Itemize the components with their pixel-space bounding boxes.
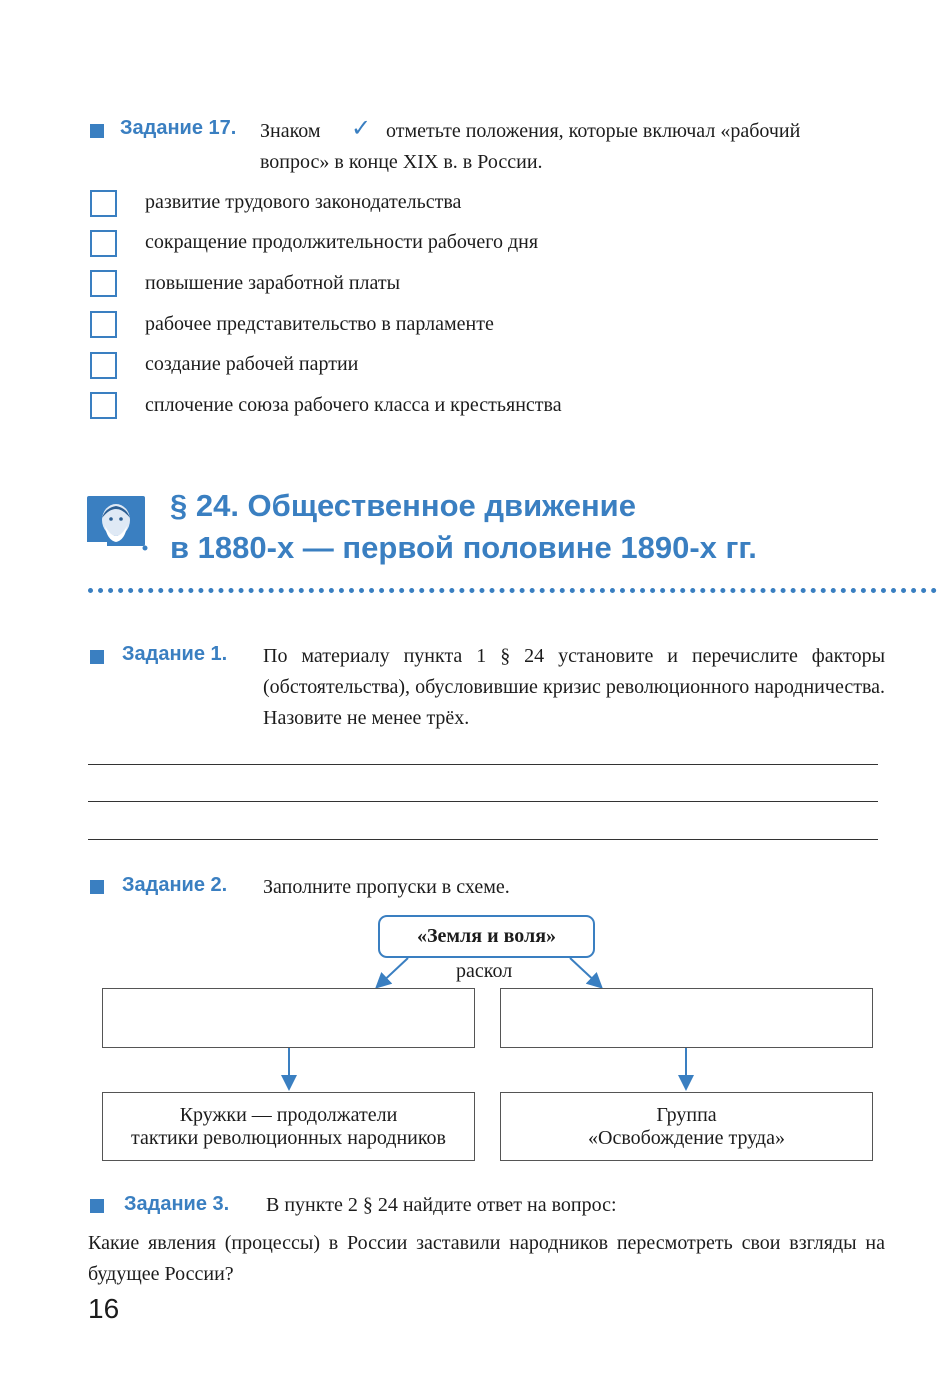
page-number: 16	[88, 1293, 120, 1324]
scheme-split-label: раскол	[456, 960, 513, 982]
task3-question: Какие явления (процессы) в России заставили народников пересмотреть свои взгляды на будущее России?	[88, 1232, 885, 1285]
answer-line[interactable]	[88, 764, 878, 765]
scheme-left-bottom-line2: тактики революционных народников	[131, 1126, 446, 1149]
option-label: сплочение союза рабочего класса и крестьянства	[145, 394, 562, 416]
task17-text-after: отметьте положения, которые включал «рабочий	[386, 120, 801, 142]
answer-line[interactable]	[88, 801, 878, 802]
option-checkbox[interactable]	[90, 270, 117, 297]
split-arrow-right	[570, 958, 600, 986]
portrait-icon	[87, 496, 149, 554]
scheme-left-blank[interactable]	[102, 988, 475, 1048]
option-checkbox[interactable]	[90, 190, 117, 217]
answer-line[interactable]	[88, 839, 878, 840]
task2-text: Заполните пропуски в схеме.	[263, 876, 510, 898]
task3-text: В пункте 2 § 24 найдите ответ на вопрос:	[266, 1194, 617, 1216]
scheme-right-bottom-line1: Группа	[656, 1103, 717, 1126]
task1-text: По материалу пункта 1 § 24 установите и перечислите факторы (обстоятельства), обусловившие кризис революционного народничества. Назовите не менее трёх.	[263, 645, 885, 729]
task1-label: Задание 1.	[122, 643, 228, 665]
scheme-right-bottom	[500, 1092, 873, 1161]
option-label: развитие трудового законодательства	[145, 191, 462, 213]
scheme-right-blank[interactable]	[500, 988, 873, 1048]
option-label: рабочее представительство в парламенте	[145, 313, 494, 335]
task17-text-line2: вопрос» в конце XIX в. в России.	[260, 151, 543, 173]
task17-label: Задание 17.	[120, 117, 237, 139]
task3-marker	[90, 1199, 104, 1213]
task3-label: Задание 3.	[124, 1193, 230, 1215]
option-label: повышение заработной платы	[145, 272, 401, 294]
section-title-line1: § 24. Общественное движение	[170, 488, 636, 523]
task17-text-before: Знаком	[260, 120, 321, 142]
option-label: сокращение продолжительности рабочего дня	[145, 231, 539, 253]
scheme-left-bottom	[102, 1092, 475, 1161]
task1-marker	[90, 650, 104, 664]
task2-label: Задание 2.	[122, 874, 228, 896]
checkmark-icon: ✓	[351, 114, 372, 142]
section-divider	[88, 588, 937, 593]
option-checkbox[interactable]	[90, 352, 117, 379]
option-checkbox[interactable]	[90, 392, 117, 419]
option-label: создание рабочей партии	[145, 353, 359, 375]
section-title-line2: в 1880-х — первой половине 1890-х гг.	[170, 530, 757, 565]
task2-marker	[90, 880, 104, 894]
scheme-right-bottom-line2: «Освобождение труда»	[588, 1126, 785, 1149]
task17-marker	[90, 124, 104, 138]
scheme-top-box: «Земля и воля»	[378, 915, 595, 958]
split-arrow-left	[378, 958, 408, 986]
option-checkbox[interactable]	[90, 311, 117, 338]
scheme-left-bottom-line1: Кружки — продолжатели	[179, 1103, 398, 1126]
option-checkbox[interactable]	[90, 230, 117, 257]
